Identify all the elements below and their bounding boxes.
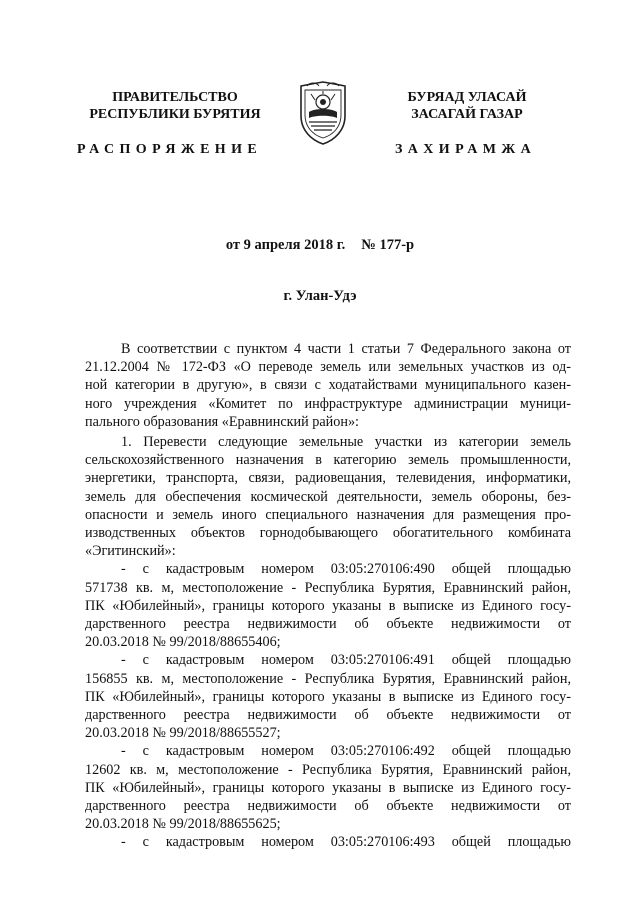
text-line: ПК «Юбилейный», границы которого указаны в выписке из Единого госу- [85,779,571,796]
text-line: изводственных объектов горнодобывающего обогатительного комбината [85,525,571,542]
text-line: «Эгитинский»: [85,543,176,560]
text-line: земель для обеспечения космической деятельности, земель обороны, без- [85,488,571,505]
act-type-russian: РАСПОРЯЖЕНИЕ [77,142,263,157]
text-line: ной категории в другую», в связи с ходатайствами муниципального казен- [85,377,571,394]
text-line: 156855 кв. м, местоположение - Республика Бурятия, Еравнинский район, [85,670,571,687]
text-line: В соответствии с пунктом 4 части 1 статьи 7 Федерального закона от [121,341,571,357]
buryat-title-line2: ЗАСАГАЙ ГАЗАР [411,107,523,122]
document-city: г. Улан-Удэ [283,288,357,304]
text-line: энергетики, транспорта, связи, радиовещания, телевидения, информатики, [85,470,571,487]
text-line: 20.03.2018 № 99/2018/88655625; [85,816,281,833]
text-line: 12602 кв. м, местоположение - Республика Бурятия, Еравнинский район, [85,761,571,778]
text-line: пального образования «Еравнинский район»: [85,413,359,430]
text-line: 20.03.2018 № 99/2018/88655527; [85,725,281,742]
government-title-line2: РЕСПУБЛИКИ БУРЯТИЯ [89,107,261,122]
text-line: опасности и земель иного специального назначения для размещения про- [85,506,571,523]
text-line: 21.12.2004 № 172-ФЗ «О переводе земель или земельных участков из од- [85,359,571,376]
text-line: - с кадастровым номером 03:05:270106:493 общей площадью [121,834,571,851]
text-line: дарственного реестра недвижимости об объекте недвижимости от [85,798,571,815]
text-line: 20.03.2018 № 99/2018/88655406; [85,634,281,651]
act-type-buryat: ЗАХИРАМЖА [395,142,537,157]
text-line: дарственного реестра недвижимости об объекте недвижимости от [85,707,571,724]
government-title-line1: ПРАВИТЕЛЬСТВО [112,90,238,105]
government-title-russian [70,89,280,123]
text-line: ПК «Юбилейный», границы которого указаны в выписке из Единого госу- [85,597,571,614]
text-line: ного учреждения «Комитет по инфраструктуре администрации муници- [85,395,571,412]
text-line: сельскохозяйственного назначения в категорию земель промышленности, [85,452,571,469]
document-date: от 9 апреля 2018 г. [225,237,346,253]
government-title-buryat [372,89,562,123]
intro-paragraph [85,340,571,431]
document-number: № 177-р [361,237,415,253]
buryat-title-line1: БУРЯАД УЛАСАЙ [407,90,527,105]
text-line: - с кадастровым номером 03:05:270106:490 общей площадью [121,561,571,578]
text-line: 571738 кв. м, местоположение - Республика Бурятия, Еравнинский район, [85,579,571,596]
coat-of-arms-icon [297,80,349,146]
text-line: - с кадастровым номером 03:05:270106:491 общей площадью [121,652,571,669]
body-paragraph [85,433,571,852]
text-line: - с кадастровым номером 03:05:270106:492 общей площадью [121,743,571,760]
text-line: 1. Перевести следующие земельные участки из категории земель [121,434,571,450]
text-line: дарственного реестра недвижимости об объекте недвижимости от [85,616,571,633]
document-date-line [0,237,640,254]
text-line: ПК «Юбилейный», границы которого указаны в выписке из Единого госу- [85,688,571,705]
